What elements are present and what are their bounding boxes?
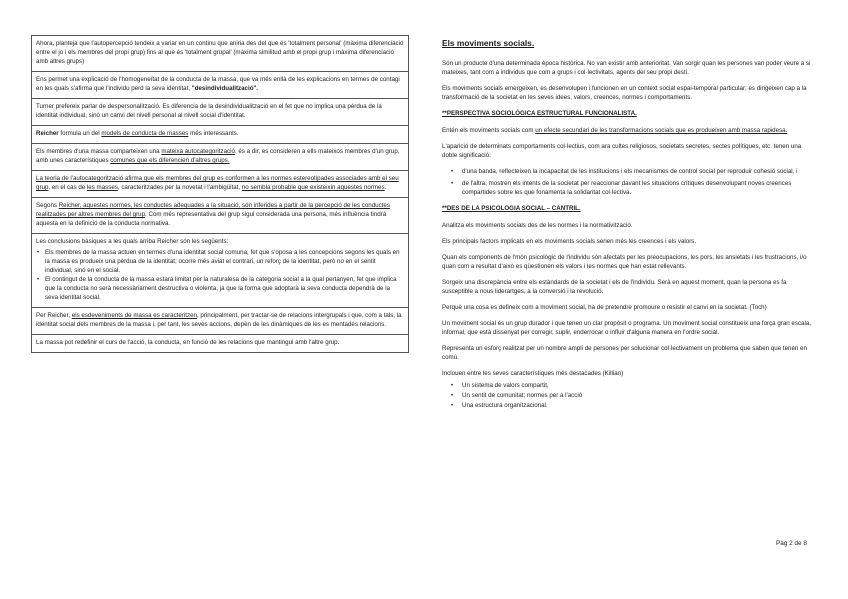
- list-item: • d'una banda, reflecteixen la incapacitat de les institucions i els mecanismes de control social per reproduir cohesió social, i: [442, 168, 812, 177]
- text-box: [31, 234, 409, 308]
- bold-text: "desindividualització".: [191, 84, 259, 92]
- text-span: . Com més representativa del grup sigui considerada una persona, més influència tindrà aquesta en la definició de la conducta normativa.: [36, 210, 387, 227]
- text-span: , és a dir, es consideren a ells mateixos membres d'un grup, amb unes característiques: [36, 147, 400, 164]
- bullet-list: [36, 249, 404, 303]
- paragraph: Inclouen entre les seves característiques més destacades (Killian): [442, 369, 624, 377]
- underlined-text: els esdeveniments de massa es caracteritzen: [71, 311, 197, 319]
- paragraph: Turner prefereix parlar de despersonalització. Es diferencia de la desindividualització en el fet que no implica una pèrdua de la identitat individual, sinó un canvi del nivell personal al nivell social d'identitat.: [36, 102, 382, 119]
- paragraph: Són un producte d'una determinada època històrica. No van existir amb anterioritat. Van sorgir quan les persones van poder veure a si mateixes, tant com a individus que com a grups i col·lectivitats, agents del seu propi destí.: [442, 60, 811, 77]
- paragraph: [36, 76, 404, 94]
- paragraph: Perquè una cosa es defineix com a moviment social, ha de pretendre promoure o resistir el canvi en la societat. (Toch): [442, 303, 767, 311]
- text-span: , en el cas de: [48, 183, 87, 191]
- text-span: Segons: [36, 201, 59, 209]
- paragraph: Un moviment social és un grup durador i que tenen un clar propòsit o programa. Un moviment social constitueix una força gran escala, informal, que està dissenyat per corregir, suplir, enderrocar o influir d'alguna manera en l'ordre social.: [442, 319, 812, 336]
- underlined-text: mateixa autocategorització: [161, 147, 235, 155]
- text-span: més interessants.: [188, 129, 239, 137]
- list-item: • Els membres de la massa actuen en termes d'una identitat social comuna, fet que s'oposa a les concepcions segons les quals en la massa es produeix una pèrdua de la identitat; ocorre més aviat el contrari, un reforç de la identitat, però no en el sentit individual, sinó en el social.: [36, 249, 404, 276]
- paragraph: Representa un esforç realitzat per un nombre ampli de persones per solucionar col·lectivament un problema que saben que tenen en comú.: [442, 344, 807, 361]
- bold-text: Reicher: [36, 129, 59, 137]
- paragraph: [36, 312, 404, 330]
- paragraph: [36, 202, 404, 229]
- underlined-text: no sembla probable que existeixin aquestes normes: [241, 183, 385, 191]
- list-item: • El contingut de la conducta de la massa estarà limitat per la naturalesa de la categoria social a la qual pertanyen, fet que implica que la conducta no serà necessàriament destructiva o violenta, ja que la forma que adoptarà la seva conducta dependrà de la seva identitat social.: [36, 276, 404, 303]
- subsection-heading: **PERSPECTIVA SOCIOLÒGICA ESTRUCTURAL FUNCIONALISTA.: [442, 110, 637, 118]
- paragraph: L'aparició de determinats comportaments col·lectius, com ara cultes religiosos, societats secretes, sectes polítiques, etc. tenen una doble significació:: [442, 143, 802, 160]
- paragraph: [36, 175, 404, 193]
- right-column: [442, 37, 812, 418]
- underlined-text: un efecte secundari de les transformacions socials que es produeixen amb massa rapidesa.: [535, 127, 788, 135]
- text-box: [31, 198, 409, 234]
- bullet-list: [442, 168, 812, 198]
- list-item: • de l'altra, mostren els intents de la societat per reaccionar davant les situacions crítiques desenvolupant noves creences compartides sobre les que fonamenta la solidaritat col·lectiva.: [442, 180, 812, 198]
- paragraph: Els moviments socials emergeixen, es desenvolupen i funcionen en un context social espai-temporal particular; es dirigeixen cap a la transformació de la societat en les seves idees, valors, creences, normes i comportaments.: [442, 85, 807, 102]
- list-item: • Un sistema de valors compartit,: [442, 382, 812, 391]
- paragraph: Ahora, planteja que l'autopercepció tendeix a variar en un continu que aniria des del que és 'totalment personal' (màxima diferenciació entre el jo i els membres del propi grup) fins al que és 'totalment grupal' (màxima similitud amb el propi grup i màxima diferenciació amb altres grups): [36, 40, 404, 65]
- text-span: Ens permet una explicació de l'homogeneïtat de la conducta de la massa, que va més enllà de les explicacions en termes de contagi en les quals s'afirma que l'individu perd la seva identitat,: [36, 75, 400, 92]
- paragraph: [36, 148, 404, 166]
- text-box: [31, 308, 409, 335]
- subsection-heading: **DES DE LA PSICOLOGIA SOCIAL – CANTRIL.: [442, 205, 581, 213]
- text-span: , caracteritzades per la novetat i l'ambigüitat,: [117, 183, 242, 191]
- text-box: [31, 35, 409, 72]
- text-box: [31, 144, 409, 171]
- text-span: Els membres d'una massa comparteixen una: [36, 147, 162, 155]
- underlined-text: La teoria de l'autocategorització afirma que els membres del grup es conformen a les normes estereotipades associades amb el seu grup: [36, 174, 399, 191]
- text-box: [31, 126, 409, 144]
- paragraph: Analitza els moviments socials des de les normes i la normativització.: [442, 222, 633, 229]
- bullet-list: [442, 382, 812, 411]
- underlined-text: models de conducta de masses: [101, 129, 189, 137]
- left-column: [31, 35, 409, 353]
- underlined-text: comunes que els diferencien d'altres grups.: [110, 156, 230, 164]
- text-span: formula un del: [58, 129, 102, 137]
- paragraph: Els principals factors implicats en els moviments socials serien més les creences i els valors.: [442, 237, 697, 245]
- text-span: Per Reicher,: [36, 311, 72, 319]
- paragraph: Sorgeix una discrepància entre els estàndards de la societat i els de l'individu. Serà en aquest moment, quan la persona es fa susceptible a nous liderartges, a la conversió i la revolució.: [442, 278, 787, 295]
- paragraph: [36, 130, 404, 139]
- page-number: Pàg 2 de 8: [776, 540, 807, 547]
- text-box: [31, 335, 409, 353]
- paragraph: La massa pot redefinir el curs de l'acció, la conducta, en funció de les relacions que mantingui amb l'altre grup.: [36, 338, 340, 346]
- paragraph: Les conclusions bàsiques a les quals arriba Reicher són les següents:: [36, 237, 229, 245]
- text-box: [31, 72, 409, 99]
- text-box: [31, 99, 409, 126]
- section-title: Els moviments socials.: [442, 38, 535, 48]
- list-item: • Un sentit de comunitat; normes per a l'acció: [442, 392, 812, 401]
- text-span: .: [384, 183, 387, 191]
- text-box: [31, 171, 409, 198]
- underlined-text: Reicher, aquestes normes, les conductes adequades a la situació, són inferides a partir de la percepció de les conductes realitzades per altres membres del grup: [36, 201, 390, 218]
- list-item: • Una estructura organitzacional.: [442, 402, 812, 411]
- text-span: Entén els moviments socials com: [442, 127, 536, 135]
- paragraph: Quan els components de l'món psicològic de l'individu són afectats per les preocupacions, les pors, les ansietats i les frustracions, i/o quan com a resultat d'això es qüestionen els valors i les normes que han estat rellevants.: [442, 253, 807, 270]
- underlined-text: les masses: [86, 183, 118, 191]
- text-span: , principalment, per tractar-se de relacions intergrupals i que, com a tals, la identitat social dels membres de la massa i, per tant, les seves accions, depèn de les dinàmiques de les es mentades relacions.: [36, 311, 402, 328]
- paragraph: [442, 127, 812, 136]
